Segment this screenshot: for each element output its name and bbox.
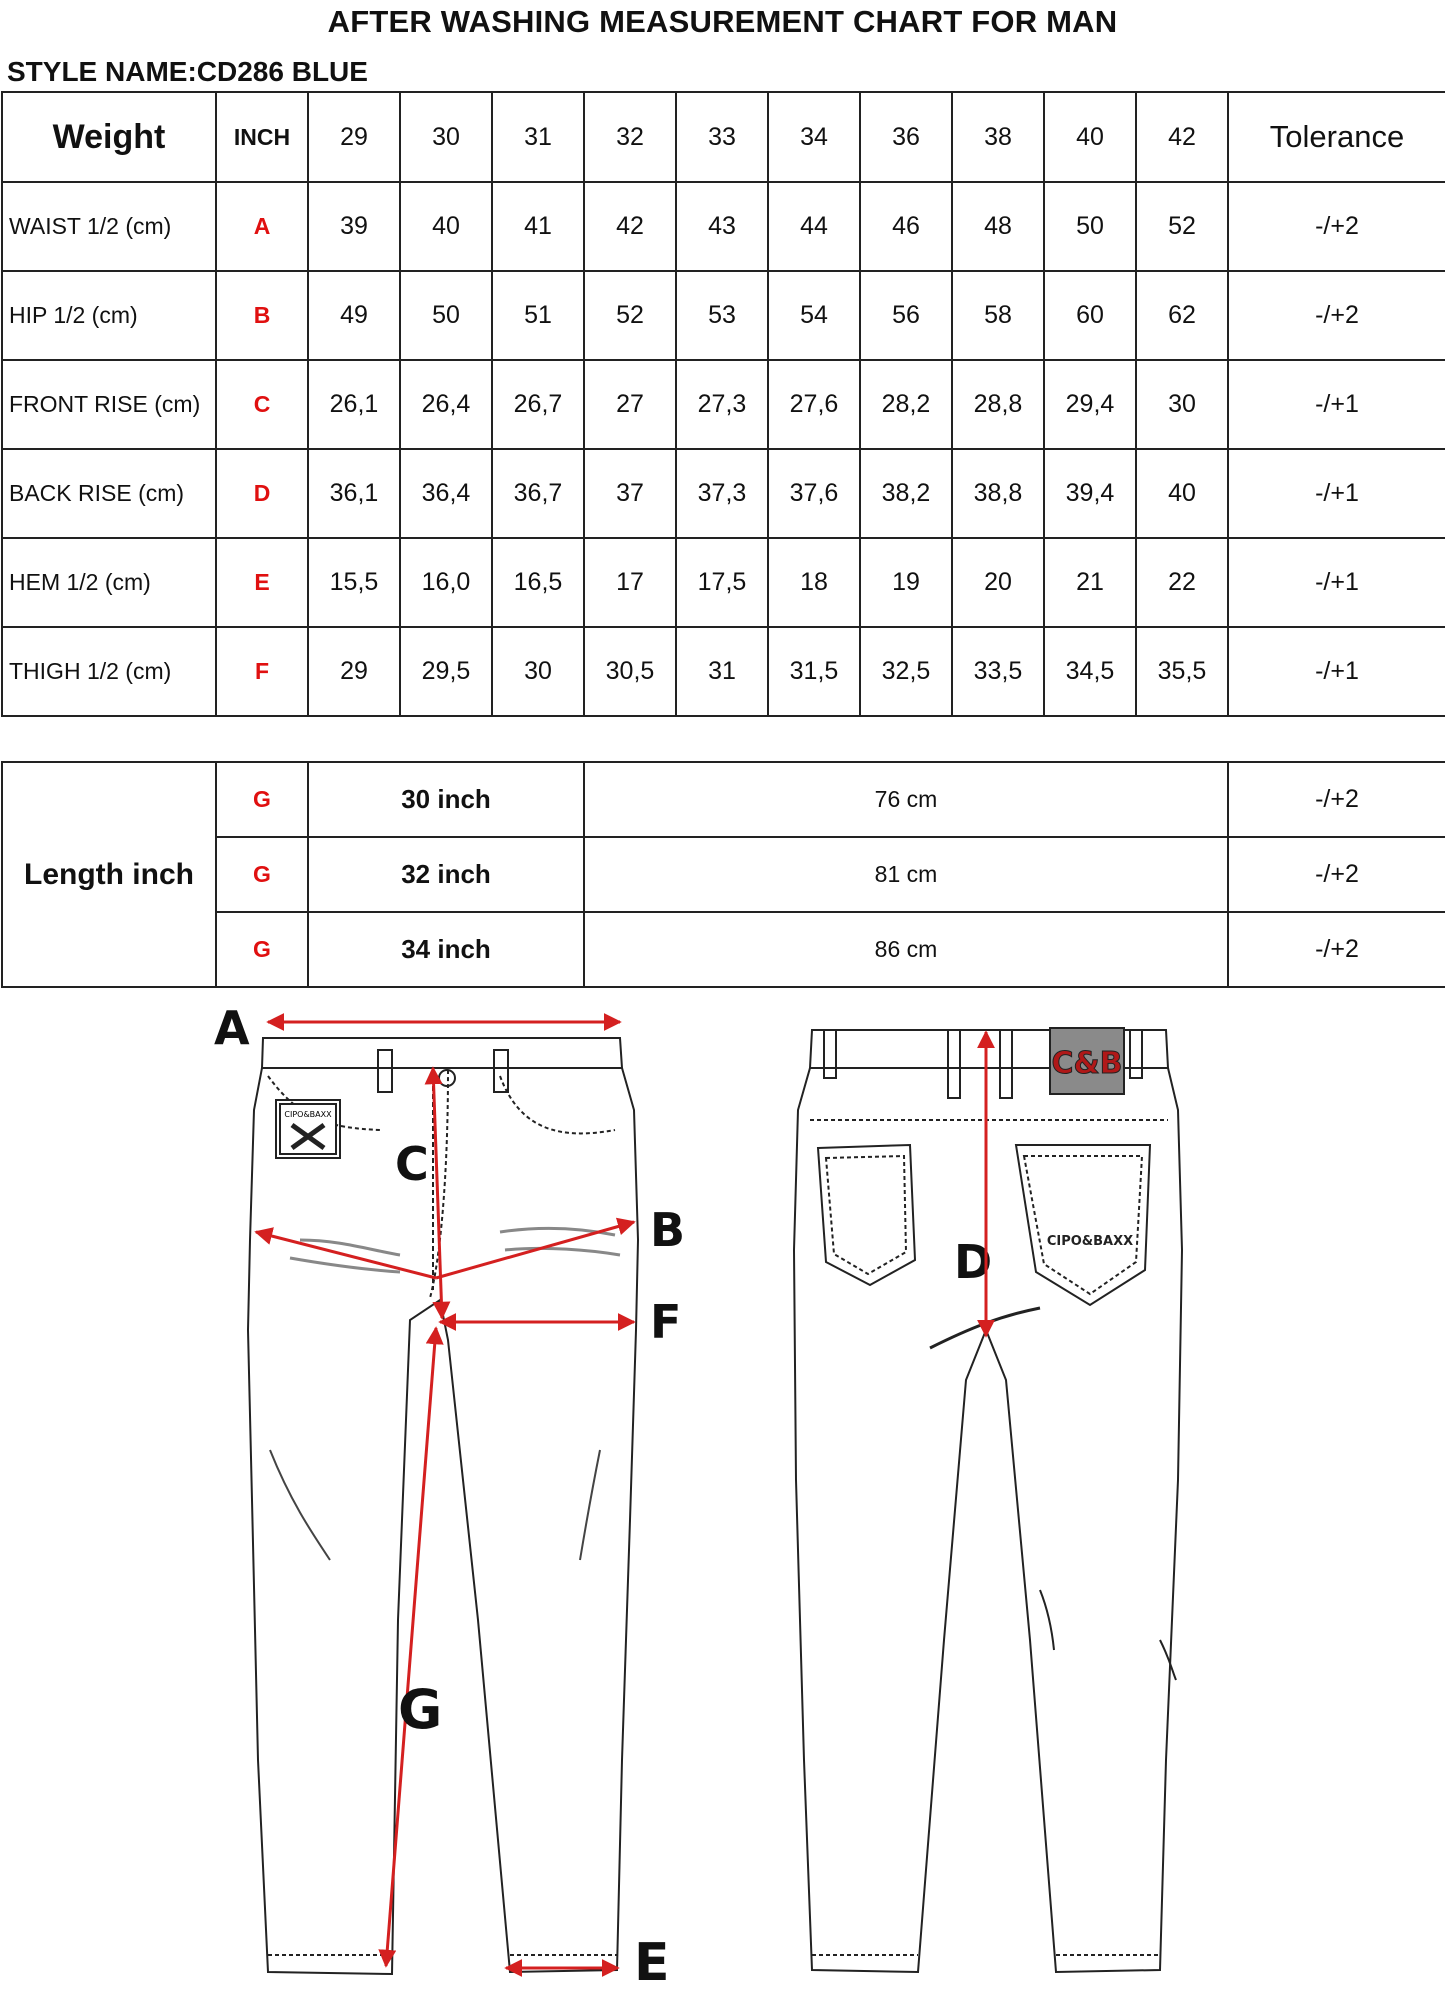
tolerance-value: -/+2 xyxy=(1228,762,1445,837)
measurement-value: 34,5 xyxy=(1044,627,1136,716)
table-row xyxy=(2,837,1445,912)
measurement-value: 27,6 xyxy=(768,360,860,449)
letter-d: D xyxy=(954,1235,993,1289)
measurement-value: 37,6 xyxy=(768,449,860,538)
measurement-value: 46 xyxy=(860,182,952,271)
jeans-technical-drawing xyxy=(0,995,1445,2001)
measurement-code: B xyxy=(216,271,308,360)
inch-header: INCH xyxy=(216,92,308,182)
measurement-value: 29 xyxy=(308,627,400,716)
length-code: G xyxy=(216,762,308,837)
length-arrow xyxy=(386,1328,436,1966)
svg-text:C&B: C&B xyxy=(1051,1046,1123,1081)
measurement-value: 26,1 xyxy=(308,360,400,449)
front-view-jeans xyxy=(248,1038,638,1974)
measurement-value: 17 xyxy=(584,538,676,627)
measurement-code: C xyxy=(216,360,308,449)
measurement-value: 19 xyxy=(860,538,952,627)
measurement-value: 52 xyxy=(584,271,676,360)
measurement-value: 41 xyxy=(492,182,584,271)
letter-c: C xyxy=(395,1137,429,1191)
table-row xyxy=(2,360,1445,449)
size-header: 34 xyxy=(768,92,860,182)
measurement-value: 17,5 xyxy=(676,538,768,627)
measurement-value: 36,1 xyxy=(308,449,400,538)
measurement-label: WAIST 1/2 (cm) xyxy=(2,182,216,271)
back-patch xyxy=(1050,1028,1124,1094)
measurement-label: FRONT RISE (cm) xyxy=(2,360,216,449)
measurement-value: 31,5 xyxy=(768,627,860,716)
measurement-value: 26,7 xyxy=(492,360,584,449)
hip-arrow-left xyxy=(256,1232,436,1278)
back-view-jeans xyxy=(794,1030,1182,1972)
tolerance-value: -/+2 xyxy=(1228,837,1445,912)
measurement-label: THIGH 1/2 (cm) xyxy=(2,627,216,716)
measurement-value: 18 xyxy=(768,538,860,627)
size-header: 31 xyxy=(492,92,584,182)
measurement-value: 26,4 xyxy=(400,360,492,449)
measurement-value: 38,8 xyxy=(952,449,1044,538)
letter-a: A xyxy=(214,1001,250,1055)
measurement-value: 40 xyxy=(1136,449,1228,538)
measurement-value: 37,3 xyxy=(676,449,768,538)
measurement-value: 50 xyxy=(1044,182,1136,271)
chart-title: AFTER WASHING MEASUREMENT CHART FOR MAN xyxy=(327,4,1118,39)
tolerance-value: -/+1 xyxy=(1228,449,1445,538)
measurement-value: 21 xyxy=(1044,538,1136,627)
measurement-code: D xyxy=(216,449,308,538)
length-code: G xyxy=(216,837,308,912)
table-row xyxy=(2,182,1445,271)
length-inch-value: 30 inch xyxy=(308,762,584,837)
measurement-value: 29,5 xyxy=(400,627,492,716)
measurement-value: 28,2 xyxy=(860,360,952,449)
measurement-value: 40 xyxy=(400,182,492,271)
letter-b: B xyxy=(650,1203,686,1257)
size-header: 33 xyxy=(676,92,768,182)
measurement-code: E xyxy=(216,538,308,627)
hip-arrow-right xyxy=(436,1222,634,1278)
letter-g: G xyxy=(398,1678,443,1741)
style-name: STYLE NAME:CD286 BLUE xyxy=(7,56,368,87)
size-header: 42 xyxy=(1136,92,1228,182)
measurement-value: 60 xyxy=(1044,271,1136,360)
measurement-value: 16,5 xyxy=(492,538,584,627)
front-patch-logo xyxy=(280,1104,336,1154)
weight-header: Weight xyxy=(2,92,216,182)
svg-text:CIPO&BAXX: CIPO&BAXX xyxy=(284,1110,332,1119)
measurement-value: 52 xyxy=(1136,182,1228,271)
tolerance-value: -/+2 xyxy=(1228,182,1445,271)
measurement-value: 20 xyxy=(952,538,1044,627)
measurement-value: 42 xyxy=(584,182,676,271)
size-header: 29 xyxy=(308,92,400,182)
measurement-value: 28,8 xyxy=(952,360,1044,449)
length-code: G xyxy=(216,912,308,987)
size-header: 36 xyxy=(860,92,952,182)
measurement-value: 15,5 xyxy=(308,538,400,627)
table-row xyxy=(2,449,1445,538)
measurement-value: 56 xyxy=(860,271,952,360)
table-header-row xyxy=(2,92,1445,182)
table-row xyxy=(2,762,1445,837)
letter-e: E xyxy=(634,1933,670,1993)
measurement-value: 37 xyxy=(584,449,676,538)
measurement-value: 27 xyxy=(584,360,676,449)
measurement-label: HEM 1/2 (cm) xyxy=(2,538,216,627)
table-row xyxy=(2,912,1445,987)
length-cm-value: 86 cm xyxy=(584,912,1228,987)
measurement-code: A xyxy=(216,182,308,271)
tolerance-value: -/+1 xyxy=(1228,627,1445,716)
length-inch-value: 32 inch xyxy=(308,837,584,912)
table-row xyxy=(2,538,1445,627)
letter-f: F xyxy=(650,1295,682,1349)
measurement-value: 54 xyxy=(768,271,860,360)
measurement-value: 53 xyxy=(676,271,768,360)
table-row xyxy=(2,271,1445,360)
measurement-code: F xyxy=(216,627,308,716)
measurement-value: 27,3 xyxy=(676,360,768,449)
length-inch-value: 34 inch xyxy=(308,912,584,987)
measurement-value: 50 xyxy=(400,271,492,360)
measurement-value: 32,5 xyxy=(860,627,952,716)
length-table xyxy=(1,761,1445,988)
measurement-value: 49 xyxy=(308,271,400,360)
table-row xyxy=(2,627,1445,716)
measurement-value: 31 xyxy=(676,627,768,716)
tolerance-value: -/+2 xyxy=(1228,912,1445,987)
measurement-value: 48 xyxy=(952,182,1044,271)
tolerance-value: -/+1 xyxy=(1228,538,1445,627)
measurement-value: 39 xyxy=(308,182,400,271)
measurement-value: 30 xyxy=(492,627,584,716)
measurement-value: 29,4 xyxy=(1044,360,1136,449)
length-label: Length inch xyxy=(2,762,216,987)
measurement-value: 30 xyxy=(1136,360,1228,449)
tolerance-header: Tolerance xyxy=(1228,92,1445,182)
measurement-value: 43 xyxy=(676,182,768,271)
measurement-value: 51 xyxy=(492,271,584,360)
measurement-table xyxy=(1,91,1445,717)
size-header: 40 xyxy=(1044,92,1136,182)
size-header: 32 xyxy=(584,92,676,182)
length-cm-value: 76 cm xyxy=(584,762,1228,837)
measurement-label: BACK RISE (cm) xyxy=(2,449,216,538)
measurement-value: 58 xyxy=(952,271,1044,360)
measurement-value: 16,0 xyxy=(400,538,492,627)
tolerance-value: -/+1 xyxy=(1228,360,1445,449)
measurement-value: 35,5 xyxy=(1136,627,1228,716)
measurement-value: 33,5 xyxy=(952,627,1044,716)
measurement-label: HIP 1/2 (cm) xyxy=(2,271,216,360)
measurement-value: 44 xyxy=(768,182,860,271)
size-header: 38 xyxy=(952,92,1044,182)
measurement-value: 39,4 xyxy=(1044,449,1136,538)
measurement-value: 22 xyxy=(1136,538,1228,627)
measurement-value: 36,4 xyxy=(400,449,492,538)
length-cm-value: 81 cm xyxy=(584,837,1228,912)
tolerance-value: -/+2 xyxy=(1228,271,1445,360)
size-header: 30 xyxy=(400,92,492,182)
measurement-value: 38,2 xyxy=(860,449,952,538)
measurement-value: 62 xyxy=(1136,271,1228,360)
back-pocket-logo: CIPO&BAXX xyxy=(1046,1234,1134,1249)
measurement-value: 36,7 xyxy=(492,449,584,538)
measurement-value: 30,5 xyxy=(584,627,676,716)
